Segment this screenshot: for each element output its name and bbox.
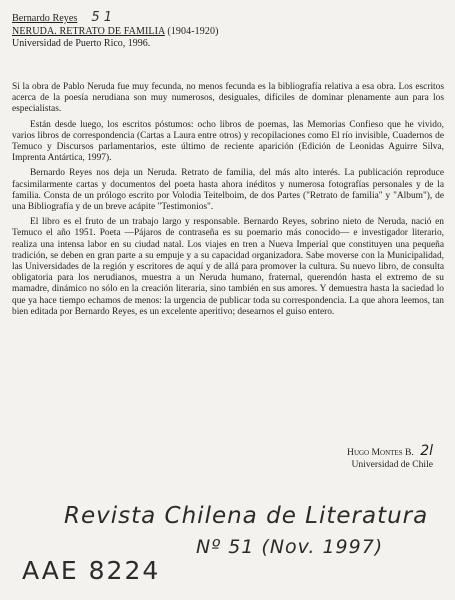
reviewer-institution: Universidad de Chile bbox=[351, 458, 433, 470]
body-paragraph-3: Bernardo Reyes nos deja un Neruda. Retrato de familia, del más alto interés. La publicación reproduce facsimilarmente cartas y documentos del poeta hasta ahora inéditos y numerosa fotografías personales y de la familia. Consta de un prólogo escrito por Volodia Teitelboim, de dos Partes ("Retrato de familia" y "Album"), de una Bibliografía y de un breve acápite "Testimonios". bbox=[12, 168, 444, 213]
review-signature bbox=[347, 443, 433, 470]
body-paragraph-2: Están desde luego, los escritos póstumos: ocho libros de poemas, las Memorias Confieso que he vivido, varios libros de correspondencia (Cartas a Laura entre otros) y recopilaciones como El río invisible, Cuadernos de Temuco y Discursos parlamentarios, este último de reciente aparición (Edición de Leonidas Aguirre Silva, Imprenta Antártica, 1997). bbox=[12, 119, 444, 164]
book-title-years: (1904-1920) bbox=[167, 26, 219, 37]
handwritten-author-mark: 5 1 bbox=[91, 10, 113, 25]
handwritten-source-journal: Revista Chilena de Literatura bbox=[64, 503, 429, 529]
review-body bbox=[12, 82, 444, 322]
author-name: Bernardo Reyes bbox=[12, 13, 78, 24]
review-header bbox=[12, 10, 442, 49]
book-title-main: NERUDA. RETRATO DE FAMILIA bbox=[12, 26, 165, 37]
body-paragraph-1: Si la obra de Pablo Neruda fue muy fecunda, no menos fecunda es la bibliografía relativa a esa obra. Los escritos acerca de la poesía nerudiana son muy numerosos, desiguales, difíciles de dominar plenamente aun para los especialistas. bbox=[12, 82, 444, 115]
body-paragraph-4: El libro es el fruto de un trabajo largo y responsable. Bernardo Reyes, sobrino nieto de Neruda, nació en Temuco el año 1951. Poeta —Pájaros de contraseña es su poemario más conocido— e investigador literario, realiza una intensa labor en su ciudad natal. Los viajes en tren a Nueva Imperial que constituyen una pequeña tradición, se deben en gran parte a su empuje y a su capacidad organizadora. Sabe moverse con la Municipalidad, las Universidades de la región y escritores de aquí y de allá para promover la cultura. Su nuevo libro, de consulta obligatoria para los nerudianos, muestra a un Neruda humano, fraternal, querendón hasta el extremo de su mamadre, dinámico no sólo en la creación literaria, sino también en sus amores. Y demuestra hasta la saciedad lo que ya hace tiempo echamos de menos: la urgencia de publicar toda su correspondencia. La que ahora leemos, tan bien editada por Bernardo Reyes, es un excelente aperitivo; desearnos el guiso entero. bbox=[12, 217, 444, 317]
reviewer-name: Hugo Montes B. bbox=[347, 447, 414, 458]
publisher-line: Universidad de Puerto Rico, 1996. bbox=[12, 38, 151, 49]
handwritten-source-issue: Nº 51 (Nov. 1997) bbox=[196, 536, 384, 558]
handwritten-catalog-code: AAE 8224 bbox=[22, 556, 161, 585]
author-line bbox=[12, 10, 442, 25]
handwritten-signature-mark: 2l bbox=[420, 443, 433, 459]
book-title bbox=[12, 26, 442, 37]
